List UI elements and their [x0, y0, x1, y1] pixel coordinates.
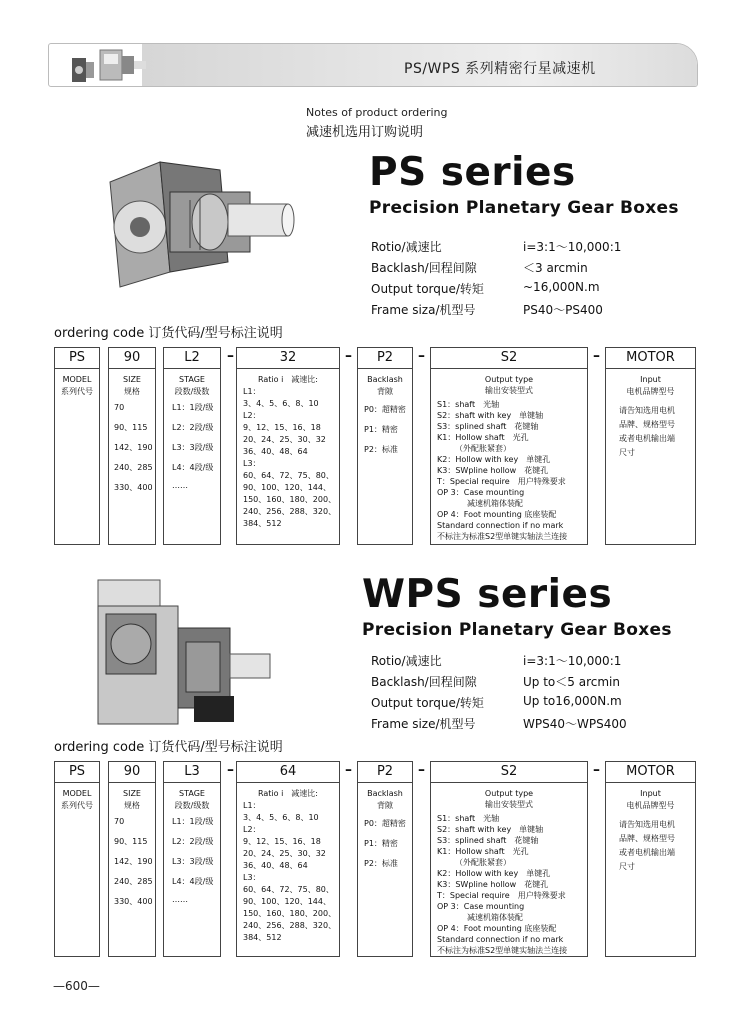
col-text: 330、400: [114, 483, 153, 492]
ps-backlash-column: [357, 369, 413, 545]
ps-gearbox-image: [100, 152, 300, 292]
col-text: 90、115: [114, 423, 148, 432]
col-text: S1：shaft 光轴: [437, 814, 500, 823]
col-text: OP 3：Case mounting: [437, 488, 525, 497]
col-text: 系列代号: [61, 801, 93, 810]
wps-ratio-column: [236, 783, 340, 957]
col-text: K2：Hollow with key 单键孔: [437, 869, 551, 878]
wps-spec-value: WPS40～WPS400: [523, 717, 627, 731]
col-text: 品牌、规格型号: [619, 834, 675, 843]
col-text: SIZE: [123, 375, 141, 384]
separator-dash: –: [227, 348, 234, 364]
col-text: L3：3段/级: [172, 443, 214, 452]
col-text: 20、24、25、30、32: [243, 435, 326, 444]
col-text: 142、190: [114, 443, 153, 452]
col-text: K3：SWpline hollow 花键孔: [437, 880, 549, 889]
col-text: 70: [114, 403, 125, 412]
separator-dash: –: [418, 762, 425, 778]
col-text: 142、190: [114, 857, 153, 866]
wps-gearbox-image: [94, 578, 274, 728]
wps-series-subtitle: Precision Planetary Gear Boxes: [362, 620, 672, 640]
col-text: OP 4：Foot mounting 底座装配: [437, 924, 557, 933]
wps-code-shaft: S2: [430, 761, 588, 783]
col-text: Output type: [484, 789, 534, 798]
col-text: 9、12、15、16、18: [243, 837, 321, 846]
col-text: L3：: [243, 873, 261, 882]
col-text: 330、400: [114, 897, 153, 906]
col-text: K1：Hollow shaft 光孔: [437, 433, 529, 442]
col-text: 尺寸: [619, 862, 635, 871]
col-text: 段数/级数: [174, 801, 210, 810]
wps-code-ratio: 64: [236, 761, 340, 783]
wps-spec-value: Up to＜5 arcmin: [523, 675, 620, 689]
col-text: L1：1段/级: [172, 403, 214, 412]
col-text: 减速机箱体装配: [467, 913, 523, 922]
ps-code-stage: L2: [163, 347, 221, 369]
col-text: 150、160、180、200、: [243, 909, 337, 918]
col-text: 240、285: [114, 463, 153, 472]
col-text: 36、40、48、64: [243, 447, 308, 456]
col-text: MODEL: [62, 375, 92, 384]
ps-model-column: [54, 369, 100, 545]
col-text: P2：标准: [364, 859, 398, 868]
wps-code-backlash: P2: [357, 761, 413, 783]
col-text: 背隙: [377, 801, 393, 810]
col-text: L3：3段/级: [172, 857, 214, 866]
ps-code-ratio: 32: [236, 347, 340, 369]
col-text: L2：2段/级: [172, 837, 214, 846]
ps-code-backlash: P2: [357, 347, 413, 369]
wps-backlash-column: [357, 783, 413, 957]
col-text: 150、160、180、200、: [243, 495, 337, 504]
col-text: 系列代号: [61, 387, 93, 396]
ps-spec-label: Output torque/转矩: [371, 282, 484, 296]
col-text: L4：4段/级: [172, 463, 214, 472]
col-text: 输出安装型式: [485, 800, 533, 809]
col-text: 电机品牌型号: [626, 801, 675, 810]
wps-shaft-column: [430, 783, 588, 957]
col-text: SIZE: [123, 789, 141, 798]
ps-series-subtitle: Precision Planetary Gear Boxes: [369, 198, 679, 218]
wps-code-model: PS: [54, 761, 100, 783]
wps-spec-value: i=3:1～10,000:1: [523, 654, 622, 668]
col-text: 或者电机输出端: [619, 848, 675, 857]
col-text: MODEL: [62, 789, 92, 798]
col-text: 60、64、72、75、80、: [243, 885, 334, 894]
col-text: ……: [172, 895, 188, 904]
ps-ratio-column: [236, 369, 340, 545]
col-text: 不标注为标准S2型单键实轴法兰连接: [437, 532, 568, 541]
wps-spec-label: Output torque/转矩: [371, 696, 484, 710]
col-text: 尺寸: [619, 448, 635, 457]
col-text: Backlash: [367, 375, 403, 384]
col-text: 90、115: [114, 837, 148, 846]
col-text: 不标注为标准S2型单键实轴法兰连接: [437, 946, 568, 955]
col-text: L4：4段/级: [172, 877, 214, 886]
separator-dash: –: [345, 762, 352, 778]
col-text: T：Special require 用户特殊要求: [437, 477, 566, 486]
ps-stage-column: [163, 369, 221, 545]
col-text: P1：精密: [364, 425, 398, 434]
col-text: 规格: [124, 801, 140, 810]
col-text: T：Special require 用户特殊要求: [437, 891, 566, 900]
col-text: S2：shaft with key 单键轴: [437, 411, 544, 420]
col-text: （外配胀紧套）: [455, 444, 511, 453]
wps-model-column: [54, 783, 100, 957]
col-text: L1：: [243, 801, 261, 810]
col-text: S2：shaft with key 单键轴: [437, 825, 544, 834]
col-text: P2：标准: [364, 445, 398, 454]
ps-size-column: [108, 369, 156, 545]
col-text: 36、40、48、64: [243, 861, 308, 870]
col-text: L1：1段/级: [172, 817, 214, 826]
col-text: Output type: [484, 375, 534, 384]
ps-code-motor: MOTOR: [605, 347, 696, 369]
col-text: 背隙: [377, 387, 393, 396]
col-text: 或者电机输出端: [619, 434, 675, 443]
col-text: 品牌、规格型号: [619, 420, 675, 429]
col-text: 电机品牌型号: [626, 387, 675, 396]
col-text: ……: [172, 481, 188, 490]
col-text: 240、285: [114, 877, 153, 886]
gearbox-thumbnail-image: [70, 44, 148, 90]
wps-spec-label: Frame size/机型号: [371, 717, 476, 731]
page-number: —600—: [53, 979, 100, 993]
ps-shaft-column: [430, 369, 588, 545]
wps-motor-column: [605, 783, 696, 957]
col-text: Backlash: [367, 789, 403, 798]
col-text: 20、24、25、30、32: [243, 849, 326, 858]
col-text: 384、512: [243, 933, 282, 942]
ps-motor-column: [605, 369, 696, 545]
notes-chinese: 减速机选用订购说明: [306, 125, 424, 140]
col-text: 减速机箱体装配: [467, 499, 523, 508]
col-text: STAGE: [179, 789, 205, 798]
col-text: 60、64、72、75、80、: [243, 471, 334, 480]
col-text: 规格: [124, 387, 140, 396]
col-text: 段数/级数: [174, 387, 210, 396]
col-text: 384、512: [243, 519, 282, 528]
col-text: 请告知选用电机: [619, 406, 675, 415]
col-text: 240、256、288、320、: [243, 507, 337, 516]
ps-spec-label: Rotio/减速比: [371, 240, 442, 254]
notes-english: Notes of product ordering: [306, 106, 448, 119]
ps-series-title: PS series: [369, 150, 576, 195]
separator-dash: –: [418, 348, 425, 364]
ps-spec-value: ~16,000N.m: [523, 280, 600, 294]
col-text: K1：Hollow shaft 光孔: [437, 847, 529, 856]
col-text: （外配胀紧套）: [455, 858, 511, 867]
wps-spec-value: Up to16,000N.m: [523, 694, 622, 708]
col-text: OP 4：Foot mounting 底座装配: [437, 510, 557, 519]
col-text: Input: [640, 375, 661, 384]
separator-dash: –: [345, 348, 352, 364]
col-text: L1：: [243, 387, 261, 396]
col-text: P1：精密: [364, 839, 398, 848]
ps-code-model: PS: [54, 347, 100, 369]
col-text: K2：Hollow with key 单键孔: [437, 455, 551, 464]
wps-spec-label: Rotio/减速比: [371, 654, 442, 668]
col-text: S3：splined shaft 花键轴: [437, 836, 539, 845]
col-text: S3：splined shaft 花键轴: [437, 422, 539, 431]
col-text: Standard connection if no mark: [437, 935, 564, 944]
col-text: L2：2段/级: [172, 423, 214, 432]
col-text: S1：shaft 光轴: [437, 400, 500, 409]
ps-spec-label: Frame siza/机型号: [371, 303, 476, 317]
wps-code-stage: L3: [163, 761, 221, 783]
col-text: 90、100、120、144、: [243, 483, 331, 492]
col-text: 240、256、288、320、: [243, 921, 337, 930]
ps-code-shaft: S2: [430, 347, 588, 369]
col-text: 70: [114, 817, 125, 826]
col-text: L2：: [243, 411, 261, 420]
col-text: Standard connection if no mark: [437, 521, 564, 530]
ps-code-size: 90: [108, 347, 156, 369]
col-text: STAGE: [179, 375, 205, 384]
page-header-title: PS/WPS 系列精密行星减速机: [404, 61, 596, 77]
col-text: L2：: [243, 825, 261, 834]
col-text: 请告知选用电机: [619, 820, 675, 829]
separator-dash: –: [227, 762, 234, 778]
separator-dash: –: [593, 348, 600, 364]
separator-dash: –: [593, 762, 600, 778]
col-text: OP 3：Case mounting: [437, 902, 525, 911]
col-text: Input: [640, 789, 661, 798]
col-text: 90、100、120、144、: [243, 897, 331, 906]
col-text: 输出安装型式: [485, 386, 533, 395]
wps-code-motor: MOTOR: [605, 761, 696, 783]
ps-spec-value: ＜3 arcmin: [523, 261, 588, 275]
wps-code-size: 90: [108, 761, 156, 783]
wps-size-column: [108, 783, 156, 957]
col-text: Ratio i 减速比:: [258, 375, 318, 384]
col-text: 9、12、15、16、18: [243, 423, 321, 432]
col-text: P0：超精密: [364, 819, 406, 828]
ps-spec-value: i=3:1～10,000:1: [523, 240, 622, 254]
col-text: Ratio i 减速比:: [258, 789, 318, 798]
wps-series-title: WPS series: [362, 572, 613, 617]
ps-spec-label: Backlash/回程间隙: [371, 261, 477, 275]
col-text: L3：: [243, 459, 261, 468]
ps-ordering-label: ordering code 订货代码/型号标注说明: [54, 326, 283, 341]
col-text: K3：SWpline hollow 花键孔: [437, 466, 549, 475]
ps-spec-value: PS40～PS400: [523, 303, 603, 317]
col-text: P0：超精密: [364, 405, 406, 414]
wps-ordering-label: ordering code 订货代码/型号标注说明: [54, 740, 283, 755]
wps-spec-label: Backlash/回程间隙: [371, 675, 477, 689]
col-text: 3、4、5、6、8、10: [243, 399, 319, 408]
wps-stage-column: [163, 783, 221, 957]
col-text: 3、4、5、6、8、10: [243, 813, 319, 822]
